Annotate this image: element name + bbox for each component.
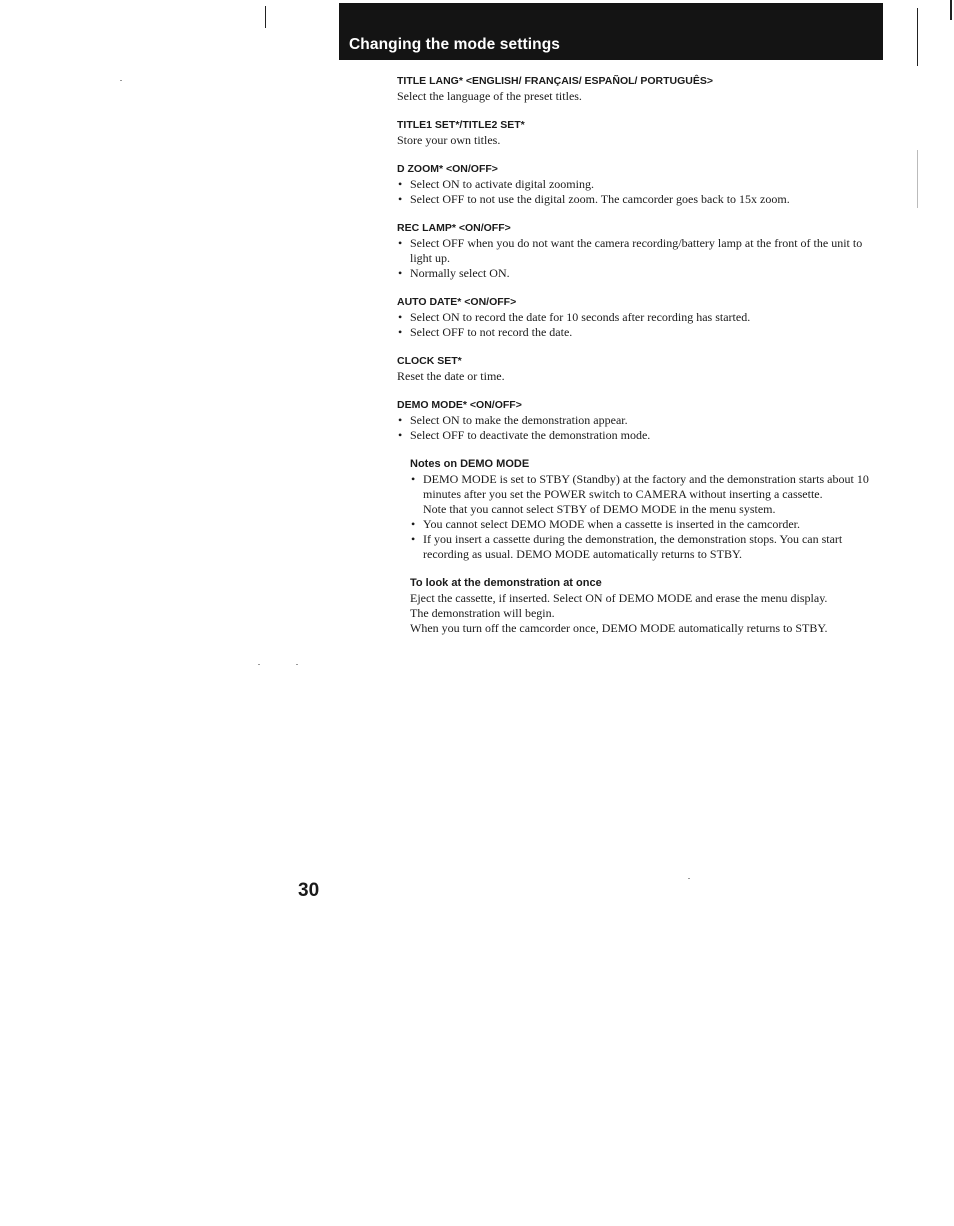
list-item: • Normally select ON. <box>397 266 887 281</box>
section-text: Select the language of the preset titles. <box>397 89 582 103</box>
scan-edge-line <box>917 8 918 66</box>
section-title-lang <box>397 74 887 104</box>
demo-view-heading: To look at the demonstration at once <box>410 577 602 589</box>
bullet-list <box>397 310 887 340</box>
list-item: • Select OFF to deactivate the demonstration mode. <box>397 428 887 443</box>
scan-edge-line <box>917 150 918 208</box>
section-title-set <box>397 118 887 148</box>
list-item: • If you insert a cassette during the demonstration, the demonstration stops. You can start recording as usual. DEMO MODE automatically returns to STBY. <box>410 532 887 562</box>
list-item: • Select OFF to not record the date. <box>397 325 887 340</box>
section-heading: TITLE1 SET*/TITLE2 SET* <box>397 119 525 131</box>
section-clock-set <box>397 354 887 384</box>
scan-speck <box>258 664 260 665</box>
scan-speck <box>688 878 690 879</box>
page-number: 30 <box>298 880 320 901</box>
section-rec-lamp <box>397 221 887 281</box>
section-header-bar <box>339 3 883 60</box>
notes-demo-mode <box>410 457 887 562</box>
section-text: Reset the date or time. <box>397 369 505 383</box>
list-item: • Select OFF to not use the digital zoom. The camcorder goes back to 15x zoom. <box>397 192 887 207</box>
demo-view-line: The demonstration will begin. <box>410 606 555 620</box>
bullet-list <box>410 517 887 562</box>
list-item: • Select ON to make the demonstration appear. <box>397 413 887 428</box>
section-d-zoom <box>397 162 887 207</box>
page-title: Changing the mode settings <box>349 36 560 53</box>
scan-edge-line <box>950 0 952 20</box>
list-item: • You cannot select DEMO MODE when a cassette is inserted in the camcorder. <box>410 517 887 532</box>
bullet-list <box>397 236 887 281</box>
scan-speck <box>120 80 122 81</box>
section-demo-mode <box>397 398 887 443</box>
content-column <box>397 74 887 636</box>
section-heading: CLOCK SET* <box>397 355 462 367</box>
section-heading: AUTO DATE* <ON/OFF> <box>397 296 517 308</box>
section-auto-date <box>397 295 887 340</box>
section-heading: D ZOOM* <ON/OFF> <box>397 163 498 175</box>
list-item: • Select ON to record the date for 10 seconds after recording has started. <box>397 310 887 325</box>
notes-heading: Notes on DEMO MODE <box>410 458 530 470</box>
note-continuation: Note that you cannot select STBY of DEMO MODE in the menu system. <box>423 502 776 516</box>
section-heading: DEMO MODE* <ON/OFF> <box>397 399 522 411</box>
scan-speck <box>296 664 298 665</box>
list-item: • Select OFF when you do not want the camera recording/battery lamp at the front of the unit to light up. <box>397 236 887 266</box>
demo-view-line: Eject the cassette, if inserted. Select ON of DEMO MODE and erase the menu display. <box>410 591 828 605</box>
bullet-list <box>397 177 887 207</box>
bullet-list <box>397 413 887 443</box>
bullet-list <box>410 472 887 502</box>
section-heading: REC LAMP* <ON/OFF> <box>397 222 511 234</box>
section-heading: TITLE LANG* <ENGLISH/ FRANÇAIS/ ESPAÑOL/ PORTUGUÊS> <box>397 75 713 87</box>
demo-view-line: When you turn off the camcorder once, DEMO MODE automatically returns to STBY. <box>410 621 828 635</box>
demo-view-section <box>410 576 887 636</box>
scan-edge-line <box>265 6 266 28</box>
list-item: • DEMO MODE is set to STBY (Standby) at the factory and the demonstration starts about 10 minutes after you set the POWER switch to CAMERA without inserting a cassette. <box>410 472 887 502</box>
section-text: Store your own titles. <box>397 133 501 147</box>
list-item: • Select ON to activate digital zooming. <box>397 177 887 192</box>
